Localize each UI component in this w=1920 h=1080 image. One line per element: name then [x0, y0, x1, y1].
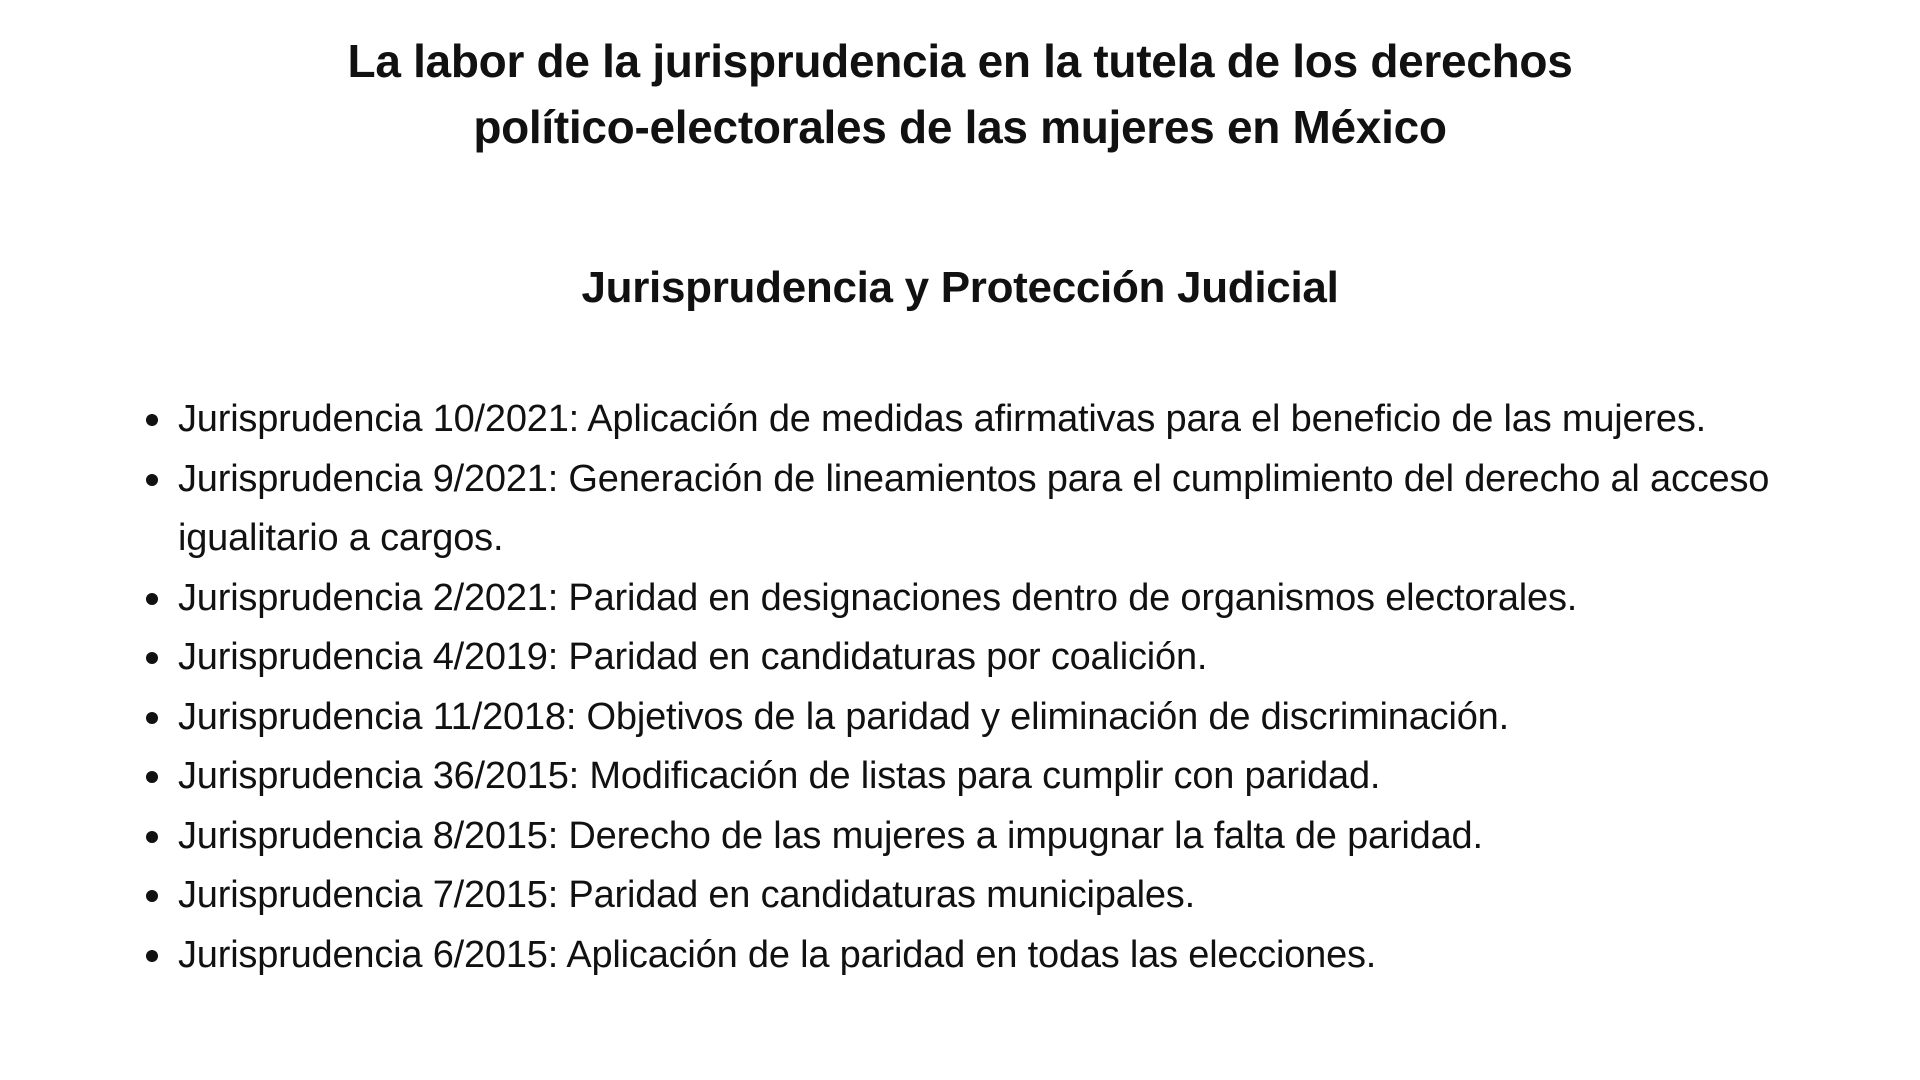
list-item-text: Jurisprudencia 6/2015: Aplicación de la paridad en todas las elecciones.: [178, 933, 1377, 976]
bullet-icon: [146, 414, 158, 426]
list-item: [140, 807, 1840, 867]
bullet-icon: [146, 771, 158, 783]
list-item-text: Jurisprudencia 11/2018: Objetivos de la paridad y eliminación de discriminación.: [178, 695, 1509, 738]
list-item-text: Jurisprudencia 36/2015: Modificación de listas para cumplir con paridad.: [178, 755, 1381, 797]
list-item: [140, 628, 1840, 688]
list-item-text: Jurisprudencia 10/2021: Aplicación de medidas afirmativas para el beneficio de las mujeres.: [178, 398, 1706, 440]
bullet-icon: [146, 950, 158, 962]
list-item: [140, 926, 1840, 986]
bullet-icon: [146, 593, 158, 605]
section-heading: Jurisprudencia y Protección Judicial: [581, 263, 1339, 312]
bullet-icon: [146, 652, 158, 664]
bullet-icon: [146, 890, 158, 902]
list-item-text: Jurisprudencia 8/2015: Derecho de las mujeres a impugnar la falta de paridad.: [178, 814, 1483, 857]
page-title-line-1: La labor de la jurisprudencia en la tutela de los derechos: [347, 35, 1573, 87]
bullet-icon: [146, 831, 158, 843]
page-title-line-2: político-electorales de las mujeres en México: [473, 101, 1447, 153]
list-item: [140, 747, 1840, 807]
list-item-text: Jurisprudencia 2/2021: Paridad en designaciones dentro de organismos electorales.: [178, 576, 1578, 619]
bullet-icon: [146, 712, 158, 724]
list-item-text: Jurisprudencia 9/2021: Generación de lineamientos para el cumplimiento del derecho al acceso igualitario a cargos.: [178, 457, 1770, 559]
list-item: [140, 866, 1840, 926]
bullet-icon: [146, 474, 158, 486]
list-item-text: Jurisprudencia 7/2015: Paridad en candidaturas municipales.: [178, 874, 1195, 916]
page-title: [260, 28, 1660, 160]
list-item: [140, 688, 1840, 748]
jurisprudence-list: [140, 390, 1840, 985]
list-item: [140, 450, 1840, 569]
list-item-text: Jurisprudencia 4/2019: Paridad en candidaturas por coalición.: [178, 636, 1208, 678]
list-item: [140, 569, 1840, 629]
list-item: [140, 390, 1840, 450]
